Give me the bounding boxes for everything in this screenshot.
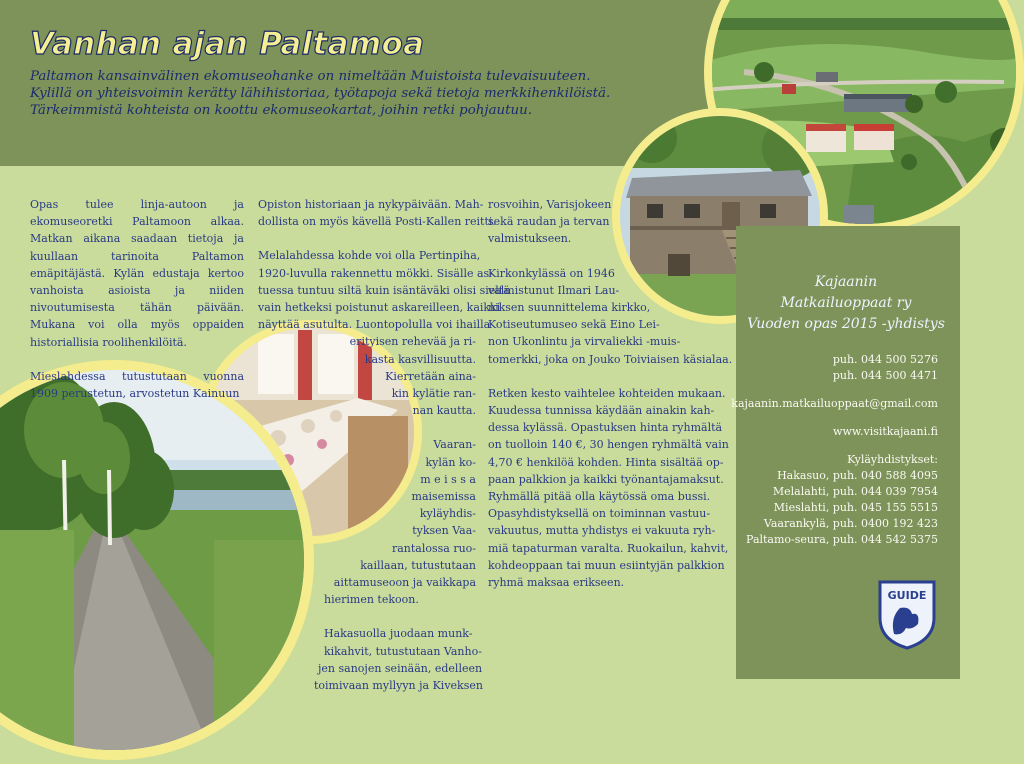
col3-line: paan palkkion ja kaikki työnantajamaksut. — [488, 472, 724, 486]
col2-line: toimivaan myllyyn ja Kiveksen — [314, 679, 483, 693]
website-link[interactable]: www.visitkajaani.fi — [833, 425, 938, 438]
col3-line: Kotiseutumuseo sekä Eino Lei- — [488, 318, 660, 332]
col2-line: vain hetkeksi poistunut askareilleen, kaikki — [258, 301, 501, 315]
col2-line: Opiston historiaan ja nykypäivään. Mah- — [258, 198, 484, 211]
col2-line: kyläyhdis- — [419, 507, 476, 521]
col2-line: kylän ko- — [425, 455, 476, 469]
col2-line: Hakasuolla juodaan munk- — [324, 627, 473, 641]
col2-line: 1920-luvulla rakennettu mökki. Sisälle as- — [258, 266, 493, 280]
col3-line: vakuutus, mutta yhdistys ei vakuuta ryh- — [488, 524, 716, 538]
col3-line: Kirkonkylässä on 1946 — [488, 266, 615, 280]
col2-line: m e i s s a — [420, 472, 476, 486]
col3-line: miä tapaturman varalta. Ruokailun, kahvit, — [488, 541, 729, 555]
col2-line: tuessa tuntuu siltä kuin isäntäväki olisi sieltä — [258, 283, 510, 297]
col2-line: kasta kasvillisuutta. — [364, 352, 476, 366]
col2-line: kaillaan, tutustutaan — [360, 558, 476, 572]
column-2 — [258, 196, 510, 694]
col3-line: valmistunut Ilmari Lau- — [488, 283, 620, 297]
col2-spacer — [258, 230, 476, 247]
col3-line: 4,70 € henkilöä kohden. Hinta sisältää op- — [488, 455, 724, 469]
intro-line: Paltamon kansainvälinen ekomuseohanke on nimeltään Muistoista tulevaisuuteen. — [30, 69, 591, 84]
phone-number: puh. 044 500 5276 — [832, 353, 938, 366]
village-contact: Vaarankylä, puh. 0400 192 423 — [763, 517, 938, 530]
spacer — [731, 384, 938, 396]
contact-sidebar — [731, 226, 960, 679]
col3-line: ryhmä maksaa erikseen. — [488, 576, 625, 590]
org-line: Vuoden opas 2015 -yhdistys — [747, 316, 945, 332]
col1-paragraph-1: Opas tulee linja-autoon ja ekomuseoretki Paltamoon alkaa. Matkan aikana saadaan tietoja ja kuullaan tarinoita Paltamon emäpitäjästä. Kylän edustaja kertoo vanhoista asioista ja niiden nivoutumisesta tähän päivään. Mukana voi olla myös oppaiden historiallisia roolihenkilöitä. — [30, 198, 244, 349]
col3-line: valmistukseen. — [488, 232, 572, 246]
col2-line: dollista on myös kävellä Posti-Kallen reitti. — [258, 215, 496, 229]
column-3 — [488, 196, 733, 608]
col3-paragraph-3 — [488, 385, 729, 591]
column-1 — [30, 196, 244, 419]
village-contact: Paltamo-seura, puh. 044 542 5375 — [746, 533, 938, 546]
org-line: Matkailuoppaat ry — [780, 295, 912, 311]
org-line: Kajaanin — [814, 274, 878, 290]
email-link[interactable]: kajaanin.matkailuoppaat@gmail.com — [731, 397, 938, 410]
col2-line: tyksen Vaa- — [412, 524, 476, 538]
spacer — [731, 440, 938, 452]
col3-line: niksen suunnittelema kirkko, — [488, 301, 651, 315]
col3-line: tomerkki, joka on Jouko Toiviaisen käsialaa. — [488, 352, 733, 366]
col2-line: nan kautta. — [412, 404, 476, 418]
guide-logo — [876, 578, 938, 650]
col2-line: kin kylätie ran- — [391, 387, 476, 401]
col3-line: kohdeoppaan tai muun esiintyjän palkkion — [488, 558, 725, 572]
spacer — [731, 412, 938, 424]
phone-number: puh. 044 500 4471 — [832, 369, 938, 382]
col2-line: näyttää asutulta. Luontopolulla voi ihailla — [258, 318, 491, 332]
village-contact: Melalahti, puh. 044 039 7954 — [772, 485, 938, 498]
logo-text: GUIDE — [887, 589, 927, 602]
col3-line: rosvoihin, Varisjokeen — [488, 198, 612, 211]
col3-paragraph-1 — [488, 196, 703, 248]
col3-paragraph-2 — [488, 265, 733, 368]
village-contact: Mieslahti, puh. 045 155 5515 — [773, 501, 938, 514]
col3-line: sekä raudan ja tervan — [488, 215, 610, 229]
col3-line: Ryhmällä pitää olla käytössä oma bussi. — [488, 490, 711, 504]
intro-text — [30, 68, 670, 119]
col2-line: Melalahdessa kohde voi olla Pertinpiha, — [258, 249, 481, 263]
col2-line: maisemissa — [411, 490, 476, 504]
page-title: Vanhan ajan Paltamoa — [30, 26, 425, 62]
village-contact: Hakasuo, puh. 040 588 4095 — [777, 469, 938, 482]
intro-line: Kylillä on yhteisvoimin kerätty lähihistoriaa, työtapoja sekä tietoja merkkihenkilöistä. — [30, 86, 611, 101]
col3-line: Opasyhdistyksellä on toiminnan vastuu- — [488, 507, 711, 521]
col2-line: hierimen tekoon. — [324, 593, 419, 607]
col3-line: Retken kesto vaihtelee kohteiden mukaan. — [488, 386, 726, 400]
col3-line: Kuudessa tunnissa käydään ainakin kah- — [488, 404, 715, 418]
col2-spacer — [258, 419, 476, 436]
organization-name — [736, 272, 956, 335]
col2-line: erityisen rehevää ja ri- — [349, 335, 476, 349]
col1-paragraph-2: Mieslahdessa tutustutaan vuonna 1909 perustetun, arvostetun Kainuun — [30, 369, 244, 401]
col3-line: non Ukonlintu ja virvaliekki -muis- — [488, 335, 681, 349]
col3-line: on tuolloin 140 €, 30 hengen ryhmältä vain — [488, 438, 729, 452]
col3-line: dessa kylässä. Opastuksen hinta ryhmältä — [488, 421, 723, 435]
village-associations-title: Kyläyhdistykset: — [847, 453, 938, 466]
col2-line: Vaaran- — [433, 438, 476, 452]
col2-line: rantalossa ruo- — [391, 541, 476, 555]
col2-line: Kierretään aina- — [385, 369, 476, 383]
col2-line: kikahvit, tutustutaan Vanho- — [324, 644, 482, 658]
contact-details — [731, 352, 938, 548]
col2-line: aittamuseoon ja vaikkapa — [333, 576, 476, 590]
intro-line: Tärkeimmistä kohteista on koottu ekomuseokartat, joihin retki pohjautuu. — [30, 103, 533, 118]
col2-spacer — [258, 608, 476, 625]
col2-line: jen sanojen seinään, edelleen — [318, 661, 483, 675]
